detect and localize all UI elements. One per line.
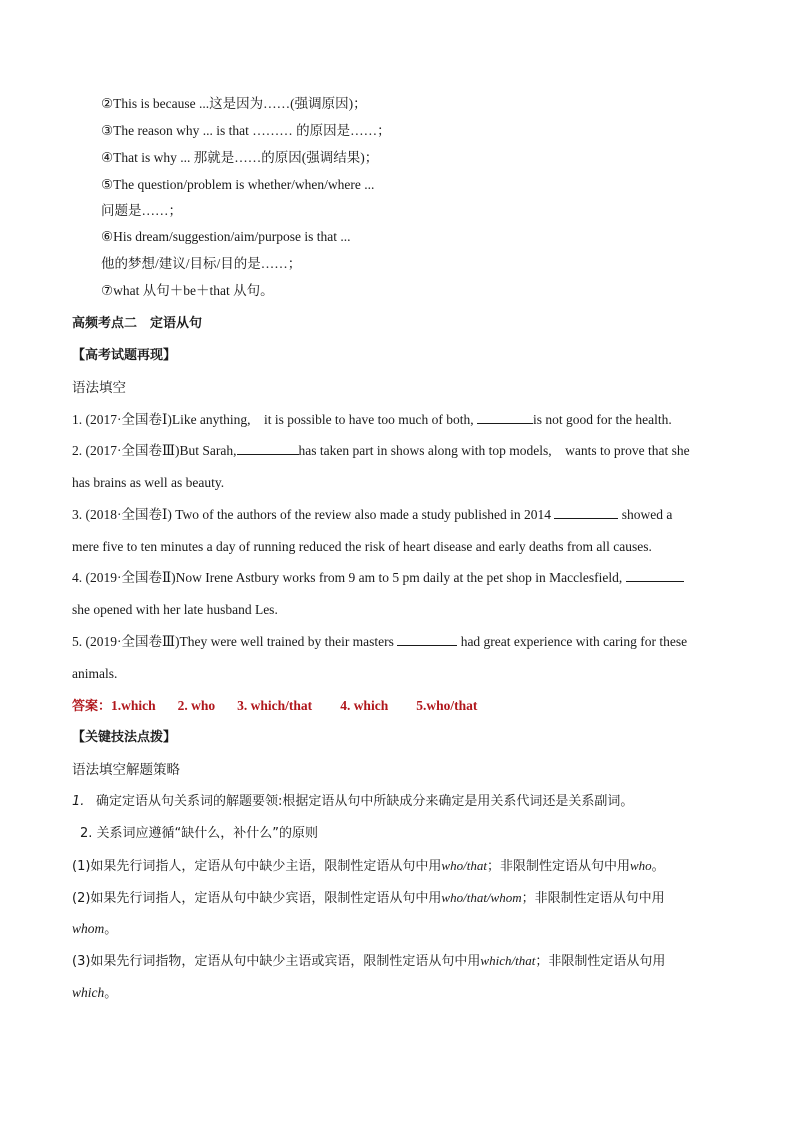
exam-header: 【高考试题再现】 <box>72 348 177 363</box>
answers-line <box>72 697 722 716</box>
tip-1-text: 确定定语从句关系词的解题要领:根据定语从句中所缺成分来确定是用关系代词还是关系副词。 <box>96 794 634 809</box>
rule-2-term-2: whom <box>72 921 105 936</box>
list-item-5: ⑤The question/problem is whether/when/where ... <box>101 177 375 192</box>
rule-2-text: (2)如果先行词指人，定语从句中缺少宾语，限制性定语从句中用 <box>72 891 442 906</box>
question-3-continued: mere five to ten minutes a day of running reduced the risk of heart disease and early deaths from all causes. <box>72 539 652 554</box>
section-title: 高频考点二 定语从句 <box>72 316 203 331</box>
rule-3 <box>72 952 722 971</box>
question-2-text-mid: has taken part in shows along with top models, wants to prove that she <box>298 443 690 458</box>
rule-1 <box>72 857 722 876</box>
answer-3: 3. which/that <box>237 698 313 713</box>
list-item-2: ②This is because ...这是因为……(强调原因)； <box>101 96 367 111</box>
rule-3-term: which/that <box>480 953 536 968</box>
rule-3-text-mid: ；非限制性定语从句用 <box>535 954 666 969</box>
question-2 <box>72 442 722 460</box>
question-5-blank[interactable] <box>397 633 457 646</box>
question-2-blank[interactable] <box>237 442 299 455</box>
question-3-blank[interactable] <box>554 506 618 519</box>
rule-3-end: 。 <box>104 986 118 1001</box>
question-5 <box>72 633 722 651</box>
question-5-text-end: had great experience with caring for these <box>460 634 688 649</box>
question-1 <box>72 411 722 429</box>
question-1-blank[interactable] <box>477 411 533 424</box>
list-item-4: ④That is why ... 那就是……的原因(强调结果)； <box>101 150 379 165</box>
rule-1-term: who/that <box>441 858 487 873</box>
rule-3-text: (3)如果先行词指物，定语从句中缺少主语或宾语，限制性定语从句中用 <box>72 954 481 969</box>
rule-2 <box>72 889 722 908</box>
list-item-6: ⑥His dream/suggestion/aim/purpose is that ... <box>101 229 351 244</box>
tips-header: 【关键技法点拨】 <box>72 730 177 745</box>
rule-2-end: 。 <box>104 922 118 937</box>
question-2-text: 2. (2017·全国卷Ⅲ)But Sarah, <box>72 443 237 458</box>
list-item-3: ③The reason why ... is that ……… 的原因是……； <box>101 123 391 138</box>
answer-5: 5.who/that <box>416 698 478 713</box>
exam-subheader: 语法填空 <box>72 380 126 396</box>
tip-1-number: 1. <box>72 794 85 809</box>
question-5-text: 5. (2019·全国卷Ⅲ)They were well trained by their masters <box>72 634 394 649</box>
answer-4: 4. which <box>340 698 389 713</box>
list-item-6-translation: 他的梦想/建议/目标/目的是……； <box>101 256 302 271</box>
question-3-text: 3. (2018·全国卷Ⅰ) Two of the authors of the review also made a study published in 2014 <box>72 507 552 522</box>
rule-2-term: who/that/whom <box>441 890 522 905</box>
answer-1: 1.which <box>111 698 156 713</box>
rule-1-text-mid: ；非限制性定语从句中用 <box>486 859 630 874</box>
question-4-continued: she opened with her late husband Les. <box>72 602 278 617</box>
question-4 <box>72 569 722 587</box>
tip-1 <box>72 793 722 811</box>
rule-1-end: 。 <box>651 859 665 874</box>
tips-subheader: 语法填空解题策略 <box>72 762 180 778</box>
list-item-7: ⑦what 从句＋be＋that 从句。 <box>101 283 274 298</box>
answer-2: 2. who <box>177 698 216 713</box>
rule-2-continued <box>72 920 722 939</box>
rule-1-text: (1)如果先行词指人，定语从句中缺少主语，限制性定语从句中用 <box>72 859 442 874</box>
rule-2-text-mid: ；非限制性定语从句中用 <box>521 891 665 906</box>
rule-3-continued <box>72 984 722 1003</box>
question-3 <box>72 506 722 524</box>
question-4-blank[interactable] <box>626 569 684 582</box>
question-4-text: 4. (2019·全国卷Ⅱ)Now Irene Astbury works from 9 am to 5 pm daily at the pet shop in Macclesfield, <box>72 570 623 585</box>
answers-label: 答案： <box>72 699 112 714</box>
tip-2: 2. 关系词应遵循“缺什么，补什么”的原则 <box>80 826 319 841</box>
rule-1-term-2: who <box>629 858 652 873</box>
question-5-continued: animals. <box>72 666 118 681</box>
question-3-text-end: showed a <box>621 507 673 522</box>
question-1-text-end: is not good for the health. <box>533 412 672 427</box>
rule-3-term-2: which <box>72 985 105 1000</box>
question-2-continued: has brains as well as beauty. <box>72 475 225 490</box>
list-item-5-translation: 问题是……； <box>101 203 182 218</box>
question-1-text: 1. (2017·全国卷Ⅰ)Like anything, it is possible to have too much of both, <box>72 412 474 427</box>
